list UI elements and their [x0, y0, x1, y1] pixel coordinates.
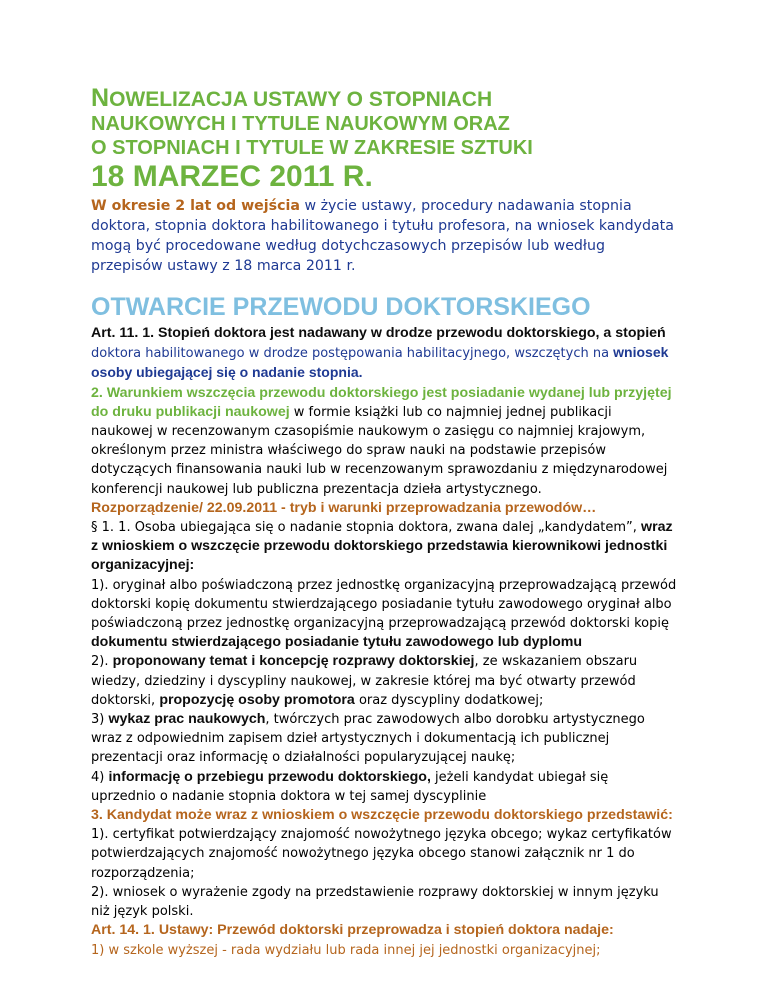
title-line-1: NOWELIZACJA USTAWY O STOPNIACH: [91, 84, 493, 112]
rozp-section-1: § 1. 1. Osoba ubiegająca się o nadanie stopnia doktora, zwana dalej „kandydatem”, wraz z wnioskiem o wszczęcie przewodu doktorskiego przedstawia kierownikowi jednostki organizacyjnej:: [91, 519, 673, 574]
title-date: 18 MARZEC 2011 R.: [91, 160, 373, 193]
art14-item-1: 1) w szkole wyższej - rada wydziału lub rada innej jej jednostki organizacyjnej;: [91, 942, 601, 958]
document-title: [91, 86, 677, 194]
rozporzadzenie-heading: Rozporządzenie/ 22.09.2011 - tryb i warunki przeprowadzania przewodów…: [91, 499, 597, 516]
title-line-2: NAUKOWYCH I TYTULE NAUKOWYM ORAZ: [91, 113, 510, 135]
art11-paragraph-2: 2. Warunkiem wszczęcia przewodu doktorskiego jest posiadanie wydanej lub przyjętej do druku publikacji naukowej w formie książki lub co najmniej jednej publikacji naukowej w recenzowanym czasopiśmie naukowym o zasięgu co najmniej krajowym, określonym przez ministra właściwego do spraw nauki na podstawie przepisów dotyczących finansowania nauki lub w recenzowanym sprawozdaniu z międzynarodowej konferencji naukowej lub publiczna prezentacja dzieła artystycznego.: [91, 384, 672, 497]
rozp-item-3: 3) wykaz prac naukowych, twórczych prac zawodowych albo dorobku artystycznego wraz z odpowiednim zapisem dzieł artystycznych i dokumentacją ich publicznej prezentacji oraz informację o działalności popularyzującej naukę;: [91, 711, 645, 766]
title-line-3: O STOPNIACH I TYTULE W ZAKRESIE SZTUKI: [91, 137, 533, 159]
rozp-section-3: 3. Kandydat może wraz z wnioskiem o wszczęcie przewodu doktorskiego przedstawić:: [91, 807, 673, 824]
section-title: OTWARCIE PRZEWODU DOKTORSKIEGO: [91, 293, 591, 321]
intro-paragraph: W okresie 2 lat od wejścia w życie ustawy, procedury nadawania stopnia doktora, stopnia doktora habilitowanego i tytułu profesora, na wniosek kandydata mogą być procedowane według dotychczasowych przepisów lub według przepisów ustawy z 18 marca 2011 r.: [91, 198, 674, 274]
rozp-item-2: 2). proponowany temat i koncepcję rozprawy doktorskiej, ze wskazaniem obszaru wiedzy, dziedziny i dyscypliny naukowej, w zakresie której ma być otwarty przewód doktorski, propozycję osoby promotora oraz dyscypliny dodatkowej;: [91, 653, 638, 708]
art14-heading: Art. 14. 1. Ustawy: Przewód doktorski przeprowadza i stopień doktora nadaje:: [91, 922, 614, 939]
rozp-item-4: 4) informację o przebiegu przewodu doktorskiego, jeżeli kandydat ubiegał się uprzednio o nadanie stopnia doktora w tej samej dyscyplinie: [91, 768, 609, 804]
rozp-item-1: 1). oryginał albo poświadczoną przez jednostkę organizacyjną przeprowadzającą przewód doktorski kopię dokumentu stwierdzającego posiadanie tytułu zawodowego oryginał albo poświadczoną przez jednostkę organizacyjną przeprowadzającą przewód doktorski kopię dokumentu stwierdzającego posiadanie tytułu zawodowego lub dyplomu: [91, 577, 677, 651]
rozp-section-3-item-1: 1). certyfikat potwierdzający znajomość nowożytnego języka obcego; wykaz certyfikatów potwierdzających znajomość nowożytnego języka obcego stanowi załącznik nr 1 do rozporządzenia;: [91, 827, 672, 881]
rozp-section-3-item-2: 2). wniosek o wyrażenie zgody na przedstawienie rozprawy doktorskiej w innym języku niż język polski.: [91, 884, 659, 920]
art11-paragraph-1: Art. 11. 1. Stopień doktora jest nadawany w drodze przewodu doktorskiego, a stopień doktora habilitowanego w drodze postępowania habilitacyjnego, wszczętych na wniosek osoby ubiegającej się o nadanie stopnia.: [91, 325, 669, 381]
